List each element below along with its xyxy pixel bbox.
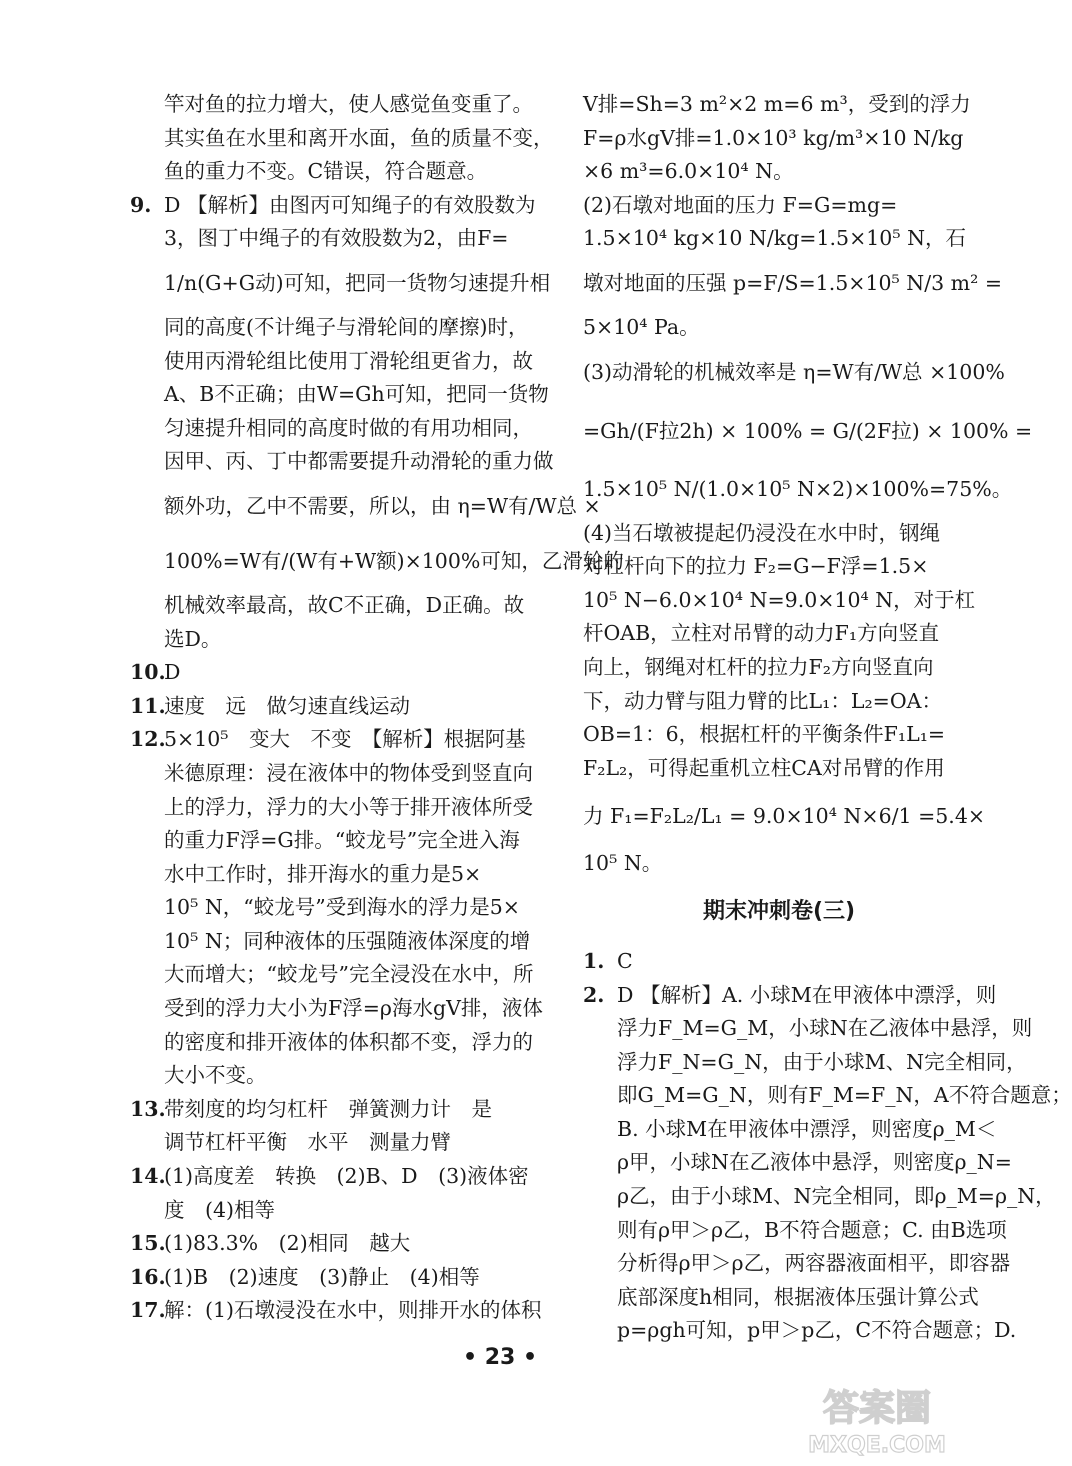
text-line [583,1214,1007,1248]
right-column-continuation [583,88,1033,881]
line-text: 大小不变。 [164,1063,267,1088]
line-text: 100%=W有/(W有+W额)×100%可知，乙滑轮的 [164,548,624,573]
text-line [583,1281,979,1315]
text-line [583,718,975,752]
line-text: 向上，钢绳对杠杆的拉力F₂方向竖直向 [583,654,934,679]
text-line [583,1079,1072,1113]
section-title: 期末冲刺卷(三) [702,898,856,924]
line-text: B. 小球M在甲液体中漂浮，则密度ρ_M＜ [617,1116,997,1141]
watermark-logo [772,1378,982,1460]
text-line [583,1146,1012,1180]
line-text: A、B不正确；由W=Gh可知，把同一货物 [164,382,549,407]
text-line [130,1059,535,1093]
text-line [130,891,535,925]
text-line [583,222,975,256]
text-line [130,589,535,623]
question-number: 14. [130,1164,166,1189]
line-text: ×6 m³=6.0×10⁴ N。 [583,159,794,184]
text-line [583,1046,1027,1080]
line-text: 10⁵ N；同种液体的压强随液体深度的增 [164,928,531,953]
text-line [130,925,535,959]
text-line [583,785,986,847]
line-text: 1/n(G+G动)可知，把同一货物匀速提升相 [164,270,551,295]
text-line [130,992,543,1026]
text-line [583,345,1005,400]
line-text: 浮力F_N=G_N，由于小球M、N完全相同， [617,1049,1027,1074]
line-text: 水中工作时，排开海水的重力是5× [164,861,482,886]
line-text: 的重力F浮=G排。“蛟龙号”完全进入海 [164,828,520,853]
line-text: D 【解析】由图丙可知绳子的有效股数为 [164,192,536,217]
line-text: 速度 远 做匀速直线运动 [164,693,410,718]
line-text: (1)B (2)速度 (3)静止 (4)相等 [164,1264,480,1289]
text-line [130,858,535,892]
text-line [130,824,535,858]
line-text: 浮力F_M=G_M，小球N在乙液体中悬浮，则 [617,1016,1033,1041]
text-line [130,1126,535,1160]
line-text: 对杠杆向下的拉力 F₂=G−F浮=1.5× [583,554,929,579]
text-line [130,1026,535,1060]
line-text: 使用丙滑轮组比使用丁滑轮组更省力，故 [164,348,533,373]
line-text: F=ρ水gV排=1.0×10³ kg/m³×10 N/kg [583,125,964,150]
line-text: 5×10⁴ Pa。 [583,314,700,339]
text-line [583,462,1013,517]
text-line [583,550,975,584]
text-line [130,345,535,379]
text-line [583,1012,1033,1046]
text-line [583,189,975,223]
line-text: 5×10⁵ 变大 不变 【解析】根据阿基 [164,727,526,752]
text-line [130,378,549,412]
watermark-text-main: 答案圈 [822,1388,932,1429]
text-line [583,584,975,618]
text-line [130,122,554,156]
line-text: 10⁵ N，“蛟龙号”受到海水的浮力是5× [164,895,520,920]
question-number: 13. [130,1096,166,1121]
question-number: 9. [130,192,152,217]
line-text: 10⁵ N。 [583,851,663,876]
question-number: 10. [130,660,166,685]
line-text: 3，图丁中绳子的有效股数为2，由F= [164,226,509,251]
line-text: ρ甲，小球N在乙液体中悬浮，则密度ρ_N= [617,1150,1012,1175]
line-text: (1)高度差 转换 (2)B、D (3)液体密 [164,1164,529,1189]
line-text: 大而增大；“蛟龙号”完全浸没在水中，所 [164,962,534,987]
text-line [130,88,535,122]
watermark-text-url: MXQE.COM [808,1433,946,1458]
text-line [583,88,975,122]
line-text: 匀速提升相同的高度时做的有用功相同， [164,415,533,440]
text-line [130,412,535,446]
line-text: 鱼的重力不变。C错误，符合题意。 [164,159,488,184]
line-text: 调节杠杆平衡 水平 测量力臂 [164,1130,451,1155]
line-text: (4)当石墩被提起仍浸没在水中时，钢绳 [583,520,941,545]
question-number: 17. [130,1298,166,1323]
question-line [130,656,535,690]
line-text: F₂L₂，可得起重机立柱CA对吊臂的作用 [583,755,945,780]
line-text: (1)83.3% (2)相同 越大 [164,1231,411,1256]
line-text: 1.5×10⁴ kg×10 N/kg=1.5×10⁵ N，石 [583,226,967,251]
line-text: 同的高度(不计绳子与滑轮间的摩擦)时， [164,314,529,339]
line-text: (3)动滑轮的机械效率是 η=W有/W总 ×100% [583,359,1005,384]
line-text: 10⁵ N−6.0×10⁴ N=9.0×10⁴ N，对于杠 [583,587,976,612]
line-text: 受到的浮力大小为F浮=ρ海水gV排，液体 [164,996,543,1021]
text-line [130,1194,535,1228]
line-text: D 【解析】A. 小球M在甲液体中漂浮，则 [617,982,997,1007]
question-number: 2. [583,982,605,1007]
text-line [130,256,551,311]
text-line [130,311,535,345]
line-text: 米德原理：浸在液体中的物体受到竖直向 [164,760,533,785]
question-line [583,979,997,1013]
left-column [130,88,624,1328]
line-text: 则有ρ甲＞ρ乙，B不符合题意；C. 由B选项 [617,1217,1007,1242]
text-line [583,847,975,881]
text-line [583,651,975,685]
text-line [130,155,535,189]
question-line [130,1261,535,1295]
line-text: 带刻度的均匀杠杆 弹簧测力计 是 [164,1096,492,1121]
line-text: =Gh/(F拉2h) × 100% = G/(2F拉) × 100% = [583,418,1033,443]
line-text: 机械效率最高，故C不正确，D正确。故 [164,592,525,617]
line-text: C [617,948,633,973]
line-text: 1.5×10⁵ N/(1.0×10⁵ N×2)×100%=75%。 [583,476,1013,501]
line-text: 竿对鱼的拉力增大，使人感觉鱼变重了。 [164,92,533,116]
question-number: 16. [130,1264,166,1289]
line-text: 即G_M=G_N，则有F_M=F_N，A不符合题意； [617,1083,1072,1108]
text-line [583,752,975,786]
text-line [583,517,975,551]
line-text: 其实鱼在水里和离开水面，鱼的质量不变， [164,125,554,150]
line-text: (2)石墩对地面的压力 F=G=mg= [583,192,898,217]
line-text: 底部深度h相同，根据液体压强计算公式 [617,1284,979,1309]
line-text: 杆OAB，立柱对吊臂的动力F₁方向竖直 [583,621,940,646]
line-text: 选D。 [164,626,222,651]
text-line [583,1180,1056,1214]
text-line [130,757,535,791]
line-text: 力 F₁=F₂L₂/L₁ = 9.0×10⁴ N×6/1 =5.4× [583,804,986,829]
line-text: 解：(1)石墩浸没在水中，则排开水的体积 [164,1298,542,1323]
line-text: 分析得ρ甲＞ρ乙，两容器液面相平，即容器 [617,1251,1011,1276]
question-number: 1. [583,948,605,973]
question-number: 15. [130,1231,166,1256]
line-text: 的密度和排开液体的体积都不变，浮力的 [164,1029,533,1054]
text-line [130,958,535,992]
question-line [130,1227,535,1261]
page-number: • 23 • [462,1345,538,1370]
text-line [130,479,601,534]
text-line [583,1314,1017,1348]
text-line [130,534,624,589]
text-line [583,122,975,156]
text-line [583,1113,997,1147]
line-text: 额外功，乙中不需要，所以，由 η=W有/W总 × [164,493,601,518]
question-line [130,1093,535,1127]
text-line [130,222,535,256]
question-line [130,690,535,724]
text-line [130,445,554,479]
line-text: 下，动力臂与阻力臂的比L₁：L₂=OA： [583,688,942,713]
question-line [130,189,535,223]
text-line [583,400,1033,462]
text-line [130,791,535,825]
line-text: ρ乙，由于小球M、N完全相同，即ρ_M=ρ_N， [617,1184,1056,1209]
text-line [583,155,975,189]
line-text: 墩对地面的压强 p=F/S=1.5×10⁵ N/3 m² = [583,270,1003,295]
question-line [130,1294,542,1328]
text-line [583,617,975,651]
text-line [583,256,1003,311]
line-text: p=ρgh可知，p甲＞p乙，C不符合题意；D. [617,1318,1017,1343]
line-text: OB=1：6，根据杠杆的平衡条件F₁L₁= [583,722,946,747]
line-text: 上的浮力，浮力的大小等于排开液体所受 [164,794,533,819]
question-line [583,945,975,979]
question-line [130,723,535,757]
line-text: V排=Sh=3 m²×2 m=6 m³，受到的浮力 [583,92,971,116]
text-line [583,1247,1011,1281]
line-text: 因甲、丙、丁中都需要提升动滑轮的重力做 [164,449,554,474]
text-line [583,311,975,345]
text-line [130,623,535,657]
text-line [583,685,975,719]
question-number: 11. [130,693,166,718]
question-line [130,1160,535,1194]
line-text: D [164,660,181,685]
right-column [583,88,1072,1348]
question-number: 12. [130,727,166,752]
right-column-answers [583,945,1072,1348]
line-text: 度 (4)相等 [164,1197,276,1222]
